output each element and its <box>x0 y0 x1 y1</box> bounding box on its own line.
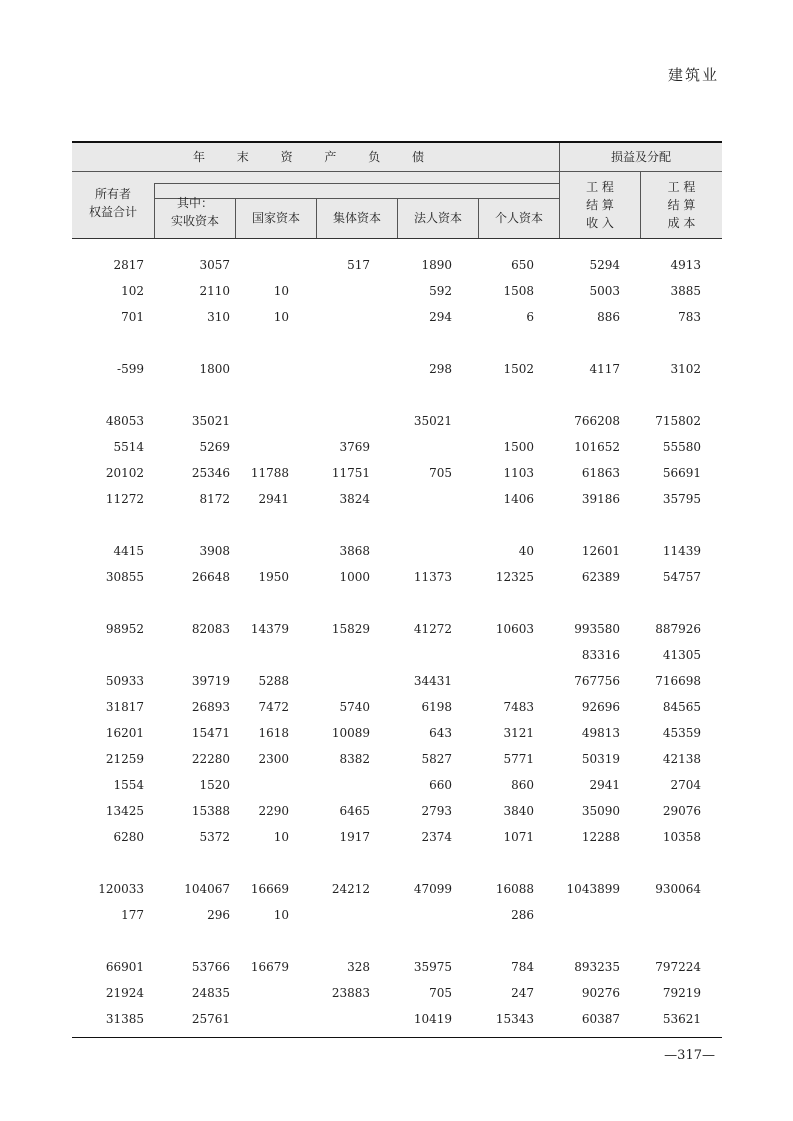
cell-personal: 6 <box>526 310 534 324</box>
header-profit-group: 损益及分配 <box>610 150 671 164</box>
cell-state: 5288 <box>258 674 289 688</box>
cell-paid-in: 25761 <box>191 1012 230 1026</box>
cell-legal: 6198 <box>421 700 452 714</box>
cell-equity: 21924 <box>105 986 144 1000</box>
cell-equity: 5514 <box>113 440 144 454</box>
table-spacer-row <box>72 590 722 616</box>
table-row <box>72 252 722 278</box>
cell-paid-in: 39719 <box>191 674 230 688</box>
cell-paid-in: 82083 <box>191 622 230 636</box>
cell-collective: 23883 <box>331 986 370 1000</box>
header-settlement-revenue: 工 程 结 算 收 入 <box>586 180 614 230</box>
cell-collective: 328 <box>347 960 370 974</box>
table-row <box>72 564 722 590</box>
cell-cost: 35795 <box>662 492 701 506</box>
cell-personal: 1508 <box>503 284 534 298</box>
cell-paid-in: 15471 <box>191 726 230 740</box>
table-header <box>72 143 722 239</box>
table-row <box>72 980 722 1006</box>
cell-state: 16669 <box>250 882 289 896</box>
cell-revenue: 766208 <box>574 414 620 428</box>
table-spacer-row <box>72 928 722 954</box>
cell-equity: 98952 <box>105 622 144 636</box>
cell-legal: 643 <box>429 726 452 740</box>
cell-revenue: 1043899 <box>566 882 620 896</box>
cell-legal: 11373 <box>413 570 452 584</box>
cell-paid-in: 15388 <box>191 804 230 818</box>
cell-equity: 20102 <box>105 466 144 480</box>
cell-paid-in: 8172 <box>199 492 230 506</box>
cell-legal: 35021 <box>413 414 452 428</box>
cell-collective: 24212 <box>331 882 370 896</box>
cell-cost: 55580 <box>662 440 701 454</box>
cell-personal: 12325 <box>495 570 534 584</box>
cell-equity: 102 <box>121 284 144 298</box>
header-owner-equity: 所有者 权益合计 <box>88 187 137 219</box>
cell-legal: 294 <box>429 310 452 324</box>
cell-paid-in: 26648 <box>191 570 230 584</box>
cell-cost: 42138 <box>662 752 701 766</box>
cell-legal: 35975 <box>413 960 452 974</box>
header-personal-capital: 个人资本 <box>494 211 543 225</box>
cell-state: 10 <box>273 830 289 844</box>
cell-revenue: 90276 <box>581 986 620 1000</box>
table-row <box>72 668 722 694</box>
table-row <box>72 902 722 928</box>
cell-state: 1950 <box>258 570 289 584</box>
cell-state: 10 <box>273 310 289 324</box>
cell-paid-in: 25346 <box>191 466 230 480</box>
table-bottom-rule <box>72 1037 722 1038</box>
cell-cost: 4913 <box>670 258 701 272</box>
cell-revenue: 767756 <box>574 674 620 688</box>
table-row <box>72 720 722 746</box>
cell-paid-in: 1520 <box>199 778 230 792</box>
cell-equity: 16201 <box>105 726 144 740</box>
cell-equity: 13425 <box>105 804 144 818</box>
cell-collective: 1000 <box>339 570 370 584</box>
table-row <box>72 746 722 772</box>
header-state-capital: 国家资本 <box>251 211 300 225</box>
cell-equity: 50933 <box>105 674 144 688</box>
cell-state: 14379 <box>250 622 289 636</box>
cell-equity: 6280 <box>113 830 144 844</box>
cell-cost: 53621 <box>662 1012 701 1026</box>
table-row <box>72 954 722 980</box>
cell-paid-in: 53766 <box>191 960 230 974</box>
cell-cost: 54757 <box>662 570 701 584</box>
cell-state: 2941 <box>258 492 289 506</box>
cell-state: 2290 <box>258 804 289 818</box>
cell-personal: 1406 <box>503 492 534 506</box>
table-body <box>72 252 722 1032</box>
cell-revenue: 893235 <box>574 960 620 974</box>
cell-paid-in: 35021 <box>191 414 230 428</box>
cell-personal: 5771 <box>503 752 534 766</box>
header-paid-in-capital: 其中： 实收资本 <box>170 196 219 228</box>
cell-cost: 3885 <box>670 284 701 298</box>
cell-paid-in: 22280 <box>191 752 230 766</box>
cell-equity: 11272 <box>105 492 144 506</box>
cell-collective: 8382 <box>339 752 370 766</box>
cell-paid-in: 104067 <box>184 882 230 896</box>
cell-personal: 286 <box>511 908 534 922</box>
cell-personal: 247 <box>511 986 534 1000</box>
cell-paid-in: 310 <box>207 310 230 324</box>
cell-revenue: 886 <box>597 310 620 324</box>
cell-legal: 2374 <box>421 830 452 844</box>
cell-collective: 5740 <box>339 700 370 714</box>
table-row <box>72 772 722 798</box>
table-row <box>72 356 722 382</box>
header-collective-capital: 集体资本 <box>332 211 381 225</box>
cell-revenue: 61863 <box>581 466 620 480</box>
cell-paid-in: 3908 <box>199 544 230 558</box>
table-row <box>72 538 722 564</box>
cell-revenue: 4117 <box>589 362 620 376</box>
cell-cost: 41305 <box>662 648 701 662</box>
cell-personal: 1502 <box>503 362 534 376</box>
cell-collective: 517 <box>347 258 370 272</box>
cell-revenue: 101652 <box>574 440 620 454</box>
cell-collective: 3769 <box>339 440 370 454</box>
cell-cost: 2704 <box>670 778 701 792</box>
table-row <box>72 876 722 902</box>
table-row <box>72 304 722 330</box>
cell-cost: 79219 <box>662 986 701 1000</box>
cell-cost: 783 <box>678 310 701 324</box>
cell-cost: 84565 <box>662 700 701 714</box>
page-number: —317— <box>664 1048 715 1063</box>
cell-collective: 10089 <box>331 726 370 740</box>
cell-equity: 177 <box>121 908 144 922</box>
cell-state: 16679 <box>250 960 289 974</box>
cell-legal: 47099 <box>413 882 452 896</box>
cell-collective: 1917 <box>339 830 370 844</box>
cell-equity: 4415 <box>113 544 144 558</box>
cell-collective: 11751 <box>331 466 370 480</box>
cell-revenue: 60387 <box>581 1012 620 1026</box>
cell-revenue: 5294 <box>589 258 620 272</box>
cell-collective: 3824 <box>339 492 370 506</box>
cell-revenue: 39186 <box>581 492 620 506</box>
cell-legal: 2793 <box>421 804 452 818</box>
header-settlement-cost: 工 程 结 算 成 本 <box>667 180 696 230</box>
cell-personal: 1103 <box>503 466 534 480</box>
cell-cost: 45359 <box>662 726 701 740</box>
cell-cost: 10358 <box>662 830 701 844</box>
cell-equity: 701 <box>121 310 144 324</box>
table-row <box>72 642 722 668</box>
table-row <box>72 460 722 486</box>
cell-legal: 660 <box>429 778 452 792</box>
cell-legal: 41272 <box>413 622 452 636</box>
cell-personal: 16088 <box>495 882 534 896</box>
cell-equity: 1554 <box>113 778 144 792</box>
cell-personal: 15343 <box>495 1012 534 1026</box>
cell-paid-in: 5269 <box>199 440 230 454</box>
cell-state: 10 <box>273 908 289 922</box>
cell-legal: 5827 <box>421 752 452 766</box>
cell-equity: 2817 <box>113 258 144 272</box>
table-row <box>72 434 722 460</box>
cell-equity: 48053 <box>105 414 144 428</box>
cell-paid-in: 296 <box>207 908 230 922</box>
cell-revenue: 12288 <box>581 830 620 844</box>
cell-legal: 705 <box>429 986 452 1000</box>
cell-state: 10 <box>273 284 289 298</box>
cell-equity: 31385 <box>105 1012 144 1026</box>
cell-personal: 1071 <box>503 830 534 844</box>
cell-cost: 56691 <box>662 466 701 480</box>
cell-cost: 887926 <box>655 622 701 636</box>
statistics-table <box>72 141 722 1032</box>
cell-paid-in: 3057 <box>199 258 230 272</box>
cell-revenue: 92696 <box>581 700 620 714</box>
cell-paid-in: 2110 <box>199 284 230 298</box>
cell-paid-in: 26893 <box>191 700 230 714</box>
cell-cost: 716698 <box>655 674 701 688</box>
cell-personal: 40 <box>518 544 534 558</box>
table-spacer-row <box>72 850 722 876</box>
cell-personal: 3840 <box>503 804 534 818</box>
section-title: 建筑业 <box>667 66 719 84</box>
table-row <box>72 486 722 512</box>
table-row <box>72 278 722 304</box>
cell-personal: 7483 <box>503 700 534 714</box>
cell-legal: 1890 <box>421 258 452 272</box>
cell-equity: 120033 <box>98 882 144 896</box>
cell-paid-in: 24835 <box>191 986 230 1000</box>
cell-personal: 3121 <box>503 726 534 740</box>
cell-legal: 298 <box>429 362 452 376</box>
cell-personal: 860 <box>511 778 534 792</box>
cell-state: 2300 <box>258 752 289 766</box>
cell-revenue: 2941 <box>589 778 620 792</box>
cell-collective: 15829 <box>331 622 370 636</box>
cell-equity: 66901 <box>105 960 144 974</box>
cell-personal: 650 <box>511 258 534 272</box>
table-row <box>72 824 722 850</box>
cell-revenue: 62389 <box>581 570 620 584</box>
cell-personal: 784 <box>511 960 534 974</box>
cell-paid-in: 5372 <box>199 830 230 844</box>
table-spacer-row <box>72 382 722 408</box>
cell-revenue: 35090 <box>581 804 620 818</box>
cell-equity: -599 <box>117 362 144 376</box>
cell-state: 7472 <box>258 700 289 714</box>
cell-legal: 705 <box>429 466 452 480</box>
cell-cost: 11439 <box>662 544 701 558</box>
header-legal-person-capital: 法人资本 <box>413 211 462 225</box>
table-row <box>72 1006 722 1032</box>
cell-revenue: 5003 <box>589 284 620 298</box>
table-row <box>72 694 722 720</box>
cell-personal: 10603 <box>495 622 534 636</box>
table-spacer-row <box>72 330 722 356</box>
cell-collective: 3868 <box>339 544 370 558</box>
table-row <box>72 616 722 642</box>
cell-paid-in: 1800 <box>199 362 230 376</box>
cell-revenue: 993580 <box>574 622 620 636</box>
cell-revenue: 49813 <box>581 726 620 740</box>
table-spacer-row <box>72 512 722 538</box>
header-year-end-group: 年 末 资 产 负 债 <box>192 150 439 164</box>
cell-legal: 592 <box>429 284 452 298</box>
cell-revenue: 50319 <box>581 752 620 766</box>
cell-state: 11788 <box>250 466 289 480</box>
cell-legal: 10419 <box>413 1012 452 1026</box>
cell-cost: 3102 <box>670 362 701 376</box>
cell-equity: 21259 <box>105 752 144 766</box>
cell-revenue: 83316 <box>581 648 620 662</box>
table-row <box>72 798 722 824</box>
cell-collective: 6465 <box>339 804 370 818</box>
cell-revenue: 12601 <box>581 544 620 558</box>
cell-personal: 1500 <box>503 440 534 454</box>
cell-cost: 930064 <box>655 882 701 896</box>
cell-equity: 30855 <box>105 570 144 584</box>
cell-equity: 31817 <box>105 700 144 714</box>
cell-cost: 29076 <box>662 804 701 818</box>
cell-legal: 34431 <box>413 674 452 688</box>
table-row <box>72 408 722 434</box>
cell-cost: 715802 <box>655 414 701 428</box>
cell-state: 1618 <box>258 726 289 740</box>
cell-cost: 797224 <box>655 960 701 974</box>
